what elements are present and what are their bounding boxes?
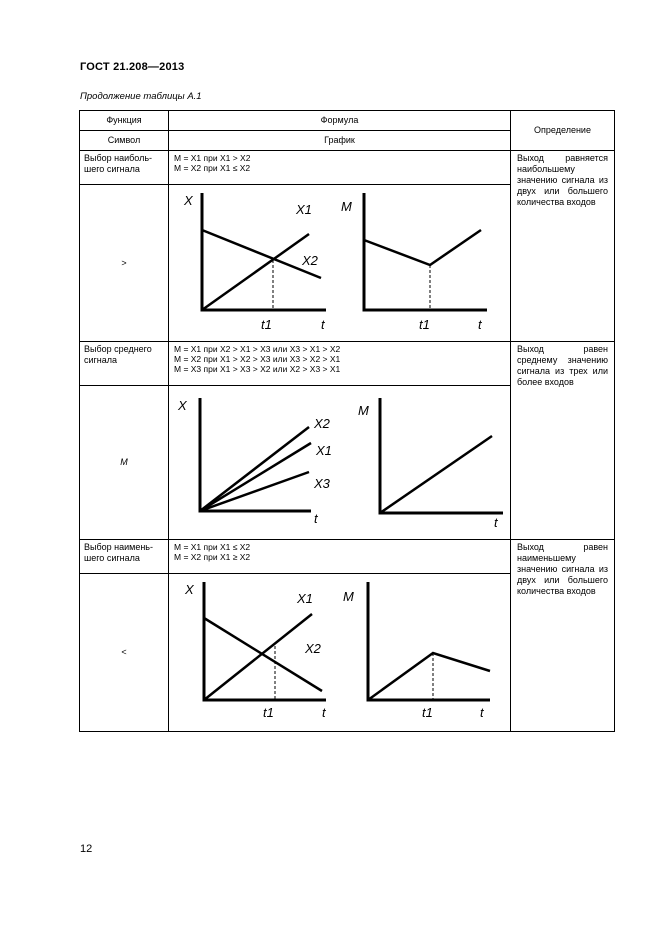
formula-line: M = X1 при X1 > X2 bbox=[174, 153, 251, 163]
x-axis-label: t bbox=[322, 705, 326, 720]
formula-line: M = X1 при X2 > X1 > X3 или X3 > X1 > X2 bbox=[174, 344, 341, 354]
series-label: X1 bbox=[316, 443, 332, 458]
formula-max bbox=[169, 151, 511, 185]
document-header: ГОСТ 21.208—2013 bbox=[80, 61, 185, 73]
series-x1-line bbox=[202, 234, 309, 310]
definition-max: Выход равняется наибольшему значению сигнала из двух или большего количества входов bbox=[511, 151, 615, 342]
x-axis-label: t bbox=[480, 705, 484, 720]
axes-right bbox=[380, 398, 503, 513]
series-label: X1 bbox=[296, 202, 312, 217]
function-max: Выбор наиболь-шего сигнала bbox=[80, 151, 169, 185]
formula-min bbox=[169, 540, 511, 574]
output-m-line bbox=[364, 230, 481, 265]
symbol-median: M bbox=[80, 386, 169, 540]
graph-min bbox=[169, 574, 511, 732]
formula-median bbox=[169, 342, 511, 386]
series-x2-line bbox=[200, 427, 309, 511]
graph-median-svg bbox=[169, 386, 511, 536]
x-axis-label: t bbox=[314, 511, 318, 526]
header-function: Функция bbox=[80, 111, 169, 131]
y-axis-label: M bbox=[343, 589, 354, 604]
graph-median bbox=[169, 386, 511, 540]
y-axis-label: X bbox=[178, 398, 187, 413]
x-axis-label: t bbox=[494, 515, 498, 530]
graph-max bbox=[169, 185, 511, 342]
x-axis-label: t bbox=[321, 317, 325, 332]
symbol-max: > bbox=[80, 185, 169, 342]
series-label: X3 bbox=[314, 476, 330, 491]
function-min: Выбор наимень-шего сигнала bbox=[80, 540, 169, 574]
series-label: X1 bbox=[297, 591, 313, 606]
function-median: Выбор среднего сигнала bbox=[80, 342, 169, 386]
formula-line: M = X2 при X1 ≤ X2 bbox=[174, 163, 251, 173]
series-label: X2 bbox=[302, 253, 318, 268]
header-formula: Формула bbox=[169, 111, 511, 131]
header-definition: Определение bbox=[511, 111, 615, 151]
y-axis-label: M bbox=[358, 403, 369, 418]
page-number: 12 bbox=[80, 843, 93, 855]
t1-label: t1 bbox=[263, 705, 274, 720]
output-m-line bbox=[368, 653, 490, 700]
y-axis-label: X bbox=[185, 582, 194, 597]
t1-label: t1 bbox=[419, 317, 430, 332]
symbol-min: < bbox=[80, 574, 169, 732]
t1-label: t1 bbox=[422, 705, 433, 720]
graph-min-svg bbox=[169, 574, 511, 728]
table-caption: Продолжение таблицы А.1 bbox=[80, 91, 202, 102]
y-axis-label: M bbox=[341, 199, 352, 214]
formula-line: M = X1 при X1 ≤ X2 bbox=[174, 542, 251, 552]
graph-max-svg bbox=[169, 185, 511, 338]
y-axis-label: X bbox=[184, 193, 193, 208]
definition-min: Выход равен наименьшему значению сигнала из двух или большего количества входов bbox=[511, 540, 615, 732]
formula-line: M = X2 при X1 > X2 > X3 или X3 > X2 > X1 bbox=[174, 354, 341, 364]
definition-median: Выход равен среднему значению сигнала из трех или более входов bbox=[511, 342, 615, 540]
x-axis-label: t bbox=[478, 317, 482, 332]
axes-right bbox=[368, 582, 490, 700]
header-graph: График bbox=[169, 131, 511, 151]
axes-right bbox=[364, 193, 487, 310]
function-table bbox=[79, 110, 615, 732]
series-label: X2 bbox=[305, 641, 321, 656]
formula-line: M = X3 при X1 > X3 > X2 или X2 > X3 > X1 bbox=[174, 364, 341, 374]
t1-label: t1 bbox=[261, 317, 272, 332]
series-label: X2 bbox=[314, 416, 330, 431]
formula-line: M = X2 при X1 ≥ X2 bbox=[174, 552, 251, 562]
header-symbol: Символ bbox=[80, 131, 169, 151]
output-m-line bbox=[380, 436, 492, 513]
